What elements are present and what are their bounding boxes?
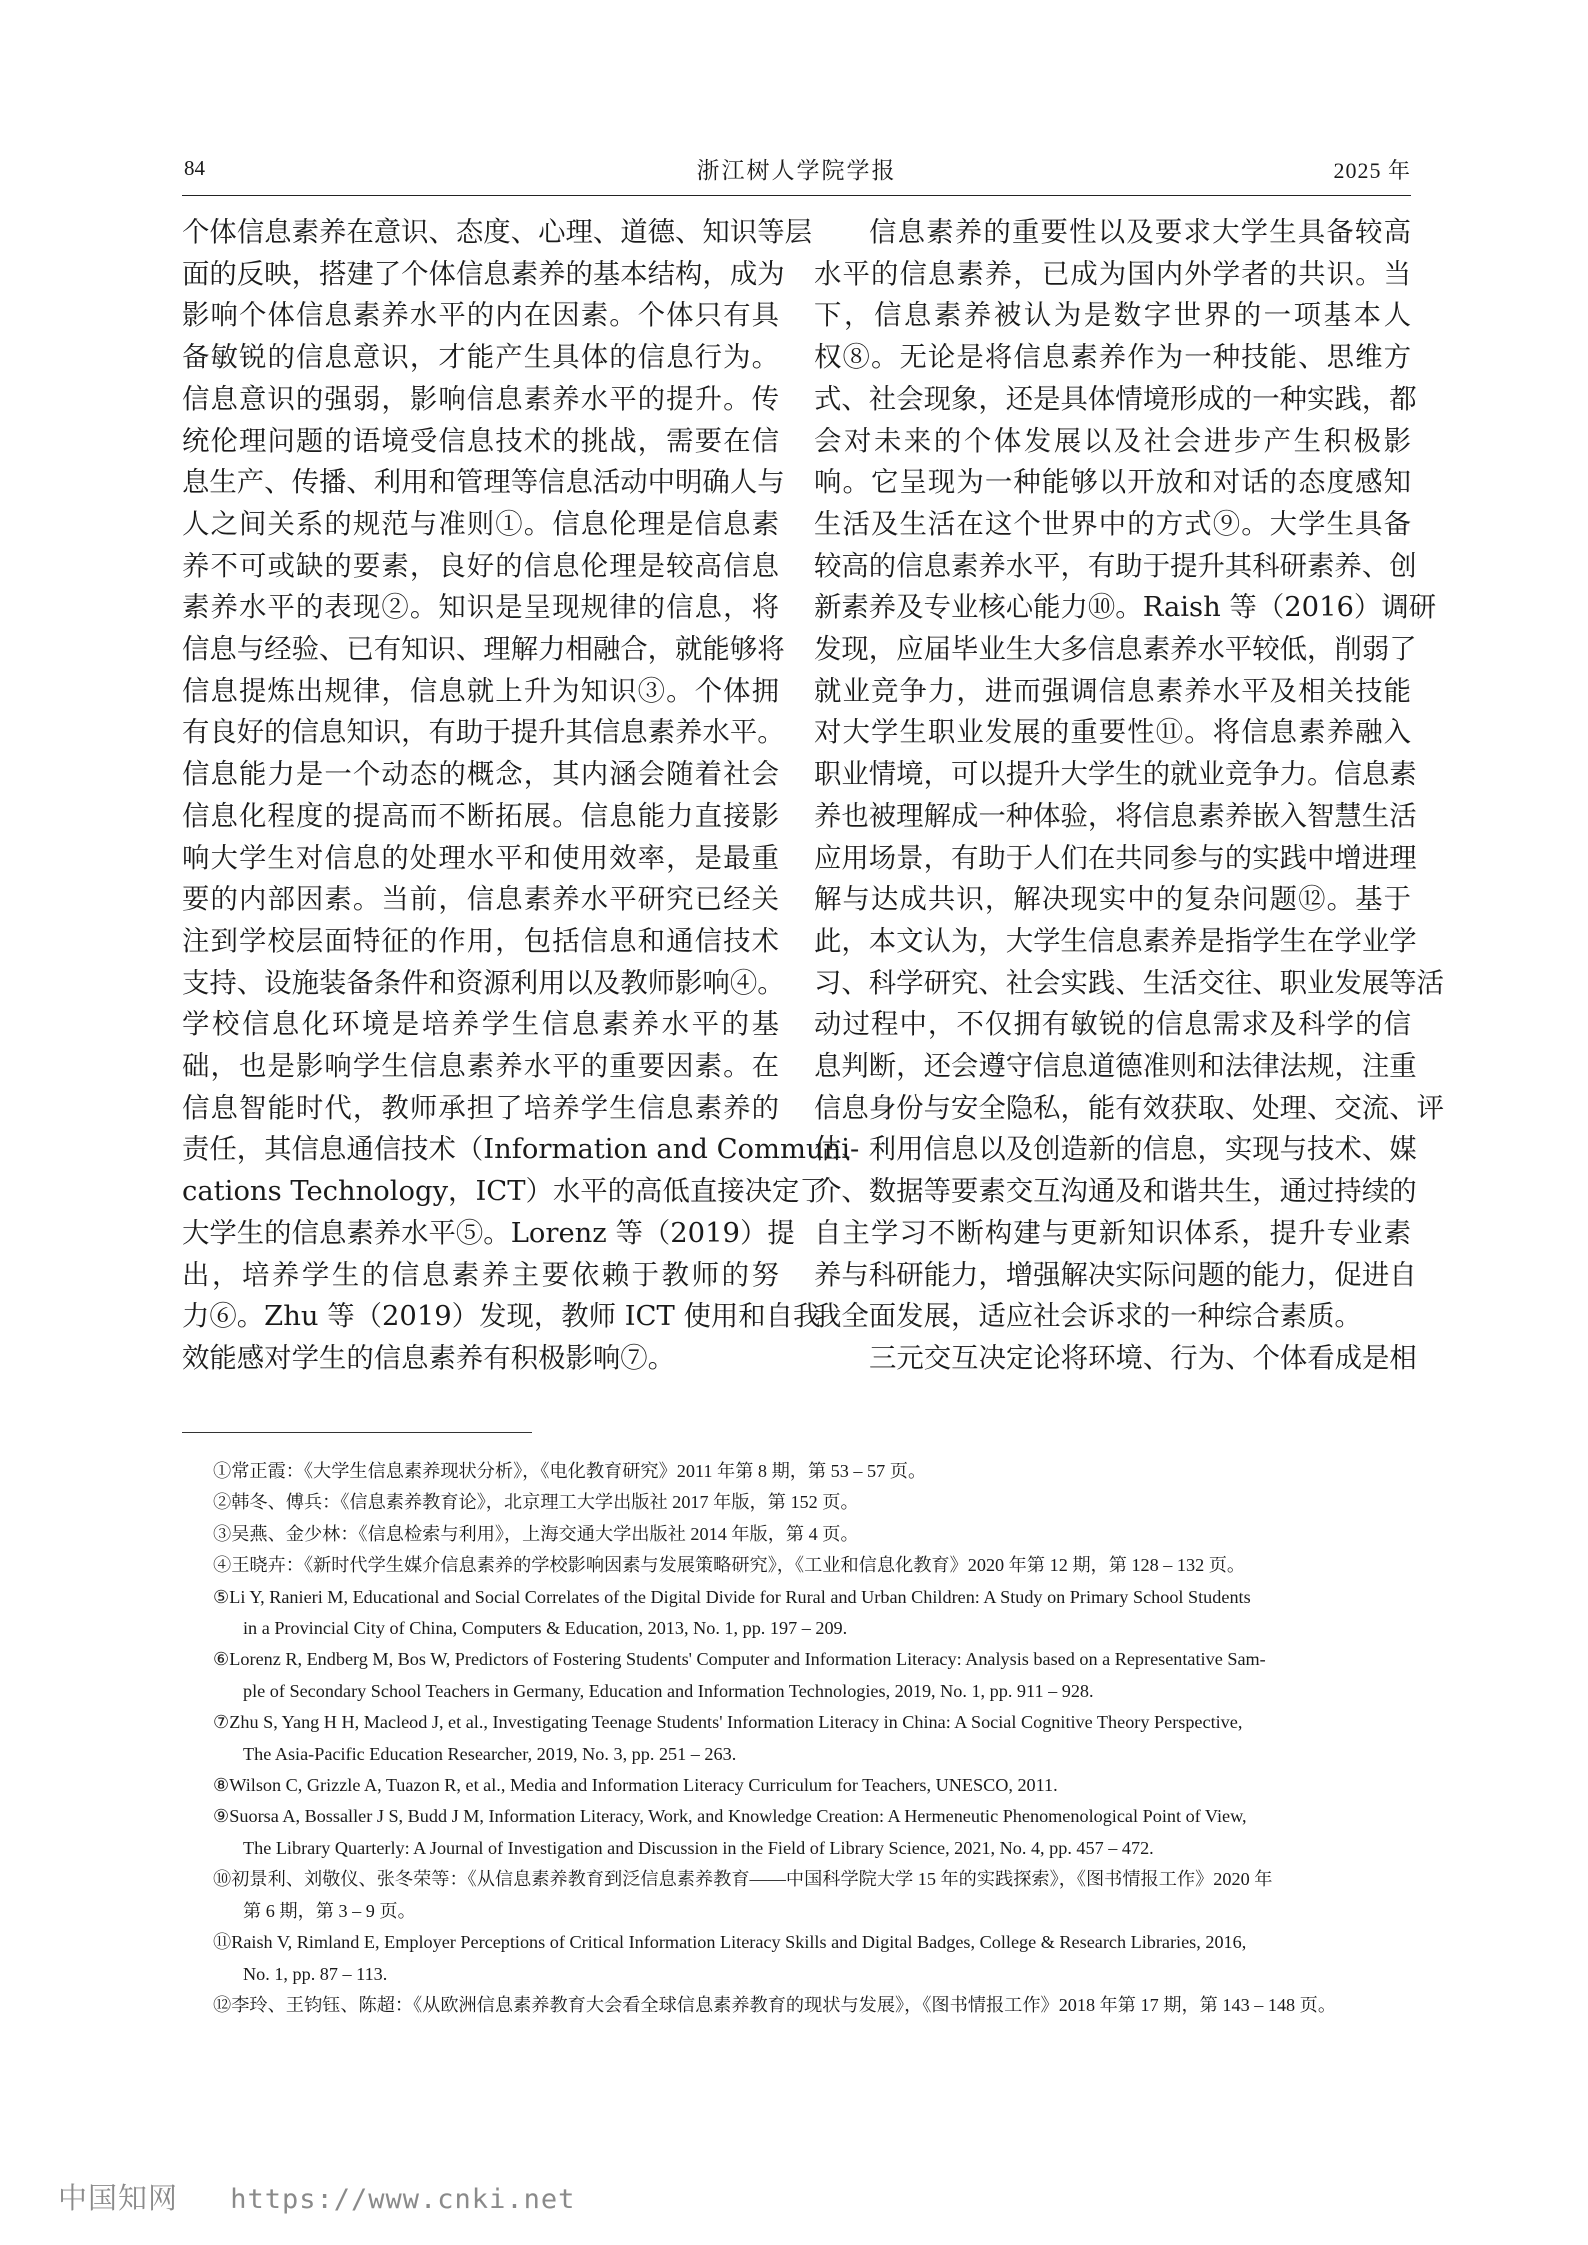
footnote-line: ⑨Suorsa A, Bossaller J S, Budd J M, Information Literacy, Work, and Knowledge Creation: A Hermeneutic Phenomenological Point of View, <box>213 1806 1247 1827</box>
text-line: 介、数据等要素交互沟通及和谐共生，通过持续的 <box>814 1176 1417 1208</box>
text-line: 对大学生职业发展的重要性⑪。将信息素养融入 <box>814 717 1411 749</box>
footnote-line: No. 1, pp. 87 – 113. <box>243 1963 388 1984</box>
footnote-line: The Asia-Pacific Education Researcher, 2019, No. 3, pp. 251 – 263. <box>243 1743 737 1764</box>
footnote <box>213 1456 1411 1487</box>
paragraph-right-2 <box>814 1338 1417 1380</box>
text-line: cations Technology，ICT）水平的高低直接决定了 <box>182 1176 827 1208</box>
text-line: 发现，应届毕业生大多信息素养水平较低，削弱了 <box>814 634 1417 666</box>
watermark-url: https://www.cnki.net <box>230 2184 576 2215</box>
paragraph-left <box>182 212 860 1380</box>
text-line: 应用场景，有助于人们在共同参与的实践中增进理 <box>814 842 1417 874</box>
footnote-line: ③吴燕、金少林：《信息检索与利用》，上海交通大学出版社 2014 年版，第 4 页。 <box>213 1523 859 1544</box>
footnote <box>213 1487 1411 1518</box>
text-line: 响。它呈现为一种能够以开放和对话的态度感知 <box>814 467 1411 499</box>
header-rule <box>182 195 1411 196</box>
footnote <box>213 1927 1411 1990</box>
text-line: 力⑥。Zhu 等（2019）发现，教师 ICT 使用和自我 <box>182 1301 821 1333</box>
footnotes <box>213 1456 1411 2021</box>
text-line: 效能感对学生的信息素养有积极影响⑦。 <box>182 1342 676 1374</box>
text-line: 信息化程度的提高而不断拓展。信息能力直接影 <box>182 800 779 832</box>
watermark-brand: 中国知网 <box>58 2181 179 2215</box>
footnote-line: ⑤Li Y, Ranieri M, Educational and Social Correlates of the Digital Divide for Rural and Urban Children: A Study on Primary School Students <box>213 1586 1251 1607</box>
footnote-line: ⑧Wilson C, Grizzle A, Tuazon R, et al., Media and Information Literacy Curriculum for Teachers, UNESCO, 2011. <box>213 1775 1058 1796</box>
text-line: 信息意识的强弱，影响信息素养水平的提升。传 <box>182 383 779 415</box>
text-line: 有良好的信息知识，有助于提升其信息素养水平。 <box>182 717 785 749</box>
footnote <box>213 1770 1411 1801</box>
text-line: 备敏锐的信息意识，才能产生具体的信息行为。 <box>182 342 779 374</box>
text-line: 生活及生活在这个世界中的方式⑨。大学生具备 <box>814 508 1411 540</box>
text-line: 式、社会现象，还是具体情境形成的一种实践，都 <box>814 383 1417 415</box>
footnote-line: ④王晓卉：《新时代学生媒介信息素养的学校影响因素与发展策略研究》，《工业和信息化教育》2020 年第 12 期，第 128 – 132 页。 <box>213 1555 1246 1576</box>
text-line: 个体信息素养在意识、态度、心理、道德、知识等层 <box>182 217 812 248</box>
footnote-line: in a Provincial City of China, Computers & Education, 2013, No. 1, pp. 197 – 209. <box>243 1618 848 1639</box>
text-line: 信息智能时代，教师承担了培养学生信息素养的 <box>182 1092 779 1124</box>
text-line: 出，培养学生的信息素养主要依赖于教师的努 <box>182 1259 779 1291</box>
footnote-line: The Library Quarterly: A Journal of Investigation and Discussion in the Field of Library Science, 2021, No. 4, pp. 457 – 472. <box>243 1837 1154 1858</box>
text-line: 动过程中，不仅拥有敏锐的信息需求及科学的信 <box>814 1009 1411 1041</box>
footnote <box>213 1644 1411 1707</box>
footnote <box>213 1864 1411 1927</box>
text-line: 信息与经验、已有知识、理解力相融合，就能够将 <box>182 634 785 666</box>
text-line: 础，也是影响学生信息素养水平的重要因素。在 <box>182 1051 779 1083</box>
footnote <box>213 1550 1411 1581</box>
text-line: 权⑧。无论是将信息素养作为一种技能、思维方 <box>814 342 1411 374</box>
journal-title: 浙江树人学院学报 <box>696 158 897 183</box>
text-line: 三元交互决定论将环境、行为、个体看成是相 <box>869 1342 1417 1374</box>
footnote-line: ⑫李玲、王钧钰、陈超：《从欧洲信息素养教育大会看全球信息素养教育的现状与发展》，《图书情报工作》2018 年第 17 期，第 143 – 148 页。 <box>213 1994 1337 2015</box>
text-line: 大学生的信息素养水平⑤。Lorenz 等（2019）提 <box>182 1217 795 1249</box>
text-line: 养与科研能力，增强解决实际问题的能力，促进自 <box>814 1259 1417 1291</box>
text-line: 响大学生对信息的处理水平和使用效率，是最重 <box>182 842 779 874</box>
text-line: 我全面发展，适应社会诉求的一种综合素质。 <box>814 1301 1362 1333</box>
text-line: 信息素养的重要性以及要求大学生具备较高 <box>869 217 1411 248</box>
text-line: 息判断，还会遵守信息道德准则和法律法规，注重 <box>814 1051 1417 1083</box>
text-line: 新素养及专业核心能力⑩。Raish 等（2016）调研 <box>814 592 1437 624</box>
footnote-line: ②韩冬、傅兵：《信息素养教育论》，北京理工大学出版社 2017 年版，第 152 页。 <box>213 1492 859 1513</box>
text-line: 自主学习不断构建与更新知识体系，提升专业素 <box>814 1217 1411 1249</box>
text-line: 素养水平的表现②。知识是呈现规律的信息，将 <box>182 592 779 624</box>
text-line: 养不可或缺的要素，良好的信息伦理是较高信息 <box>182 550 779 582</box>
footnote <box>213 1707 1411 1770</box>
cnki-watermark <box>58 2176 575 2217</box>
text-line: 此，本文认为，大学生信息素养是指学生在学业学 <box>814 925 1417 957</box>
text-line: 信息能力是一个动态的概念，其内涵会随着社会 <box>182 759 779 791</box>
text-line: 人之间关系的规范与准则①。信息伦理是信息素 <box>182 508 779 540</box>
footnote-line: 第 6 期，第 3 – 9 页。 <box>243 1900 416 1921</box>
text-line: 注到学校层面特征的作用，包括信息和通信技术 <box>182 925 779 957</box>
text-line: 息生产、传播、利用和管理等信息活动中明确人与 <box>182 467 785 499</box>
text-line: 较高的信息素养水平，有助于提升其科研素养、创 <box>814 550 1417 582</box>
text-line: 估、利用信息以及创造新的信息，实现与技术、媒 <box>814 1134 1417 1166</box>
footnote-line: ⑦Zhu S, Yang H H, Macleod J, et al., Investigating Teenage Students' Information Literacy in China: A Social Cognitive Theory Perspective, <box>213 1712 1243 1733</box>
footnote <box>213 1519 1411 1550</box>
left-column <box>182 212 860 1380</box>
text-line: 影响个体信息素养水平的内在因素。个体只有具 <box>182 300 779 332</box>
footnote-line: ple of Secondary School Teachers in Germany, Education and Information Technologies, 2019, No. 1, pp. 911 – 928. <box>243 1680 1094 1701</box>
page-number: 84 <box>184 156 205 180</box>
footnote <box>213 1801 1411 1864</box>
footnote-line: ⑩初景利、刘敬仪、张冬荣等：《从信息素养教育到泛信息素养教育——中国科学院大学 15 年的实践探索》，《图书情报工作》2020 年 <box>213 1869 1273 1890</box>
text-line: 统伦理问题的语境受信息技术的挑战，需要在信 <box>182 425 779 457</box>
footnote <box>213 1990 1411 2021</box>
text-line: 解与达成共识，解决现实中的复杂问题⑫。基于 <box>814 884 1411 916</box>
text-line: 职业情境，可以提升大学生的就业竞争力。信息素 <box>814 759 1417 791</box>
running-header <box>182 148 1411 190</box>
text-line: 下，信息素养被认为是数字世界的一项基本人 <box>814 300 1411 332</box>
text-line: 就业竞争力，进而强调信息素养水平及相关技能 <box>814 675 1411 707</box>
text-line: 要的内部因素。当前，信息素养水平研究已经关 <box>182 884 779 916</box>
text-line: 学校信息化环境是培养学生信息素养水平的基 <box>182 1009 779 1041</box>
footnote <box>213 1582 1411 1645</box>
right-column <box>814 212 1444 1380</box>
text-line: 信息提炼出规律，信息就上升为知识③。个体拥 <box>182 675 779 707</box>
footnote-line: ①常正霞：《大学生信息素养现状分析》，《电化教育研究》2011 年第 8 期，第 53 – 57 页。 <box>213 1461 927 1481</box>
publication-year: 2025 年 <box>1333 158 1411 183</box>
footnote-line: ⑪Raish V, Rimland E, Employer Perceptions of Critical Information Literacy Skills and Digital Badges, College & Research Libraries, 2016, <box>213 1932 1247 1953</box>
text-line: 支持、设施装备条件和资源利用以及教师影响④。 <box>182 967 785 999</box>
text-line: 养也被理解成一种体验，将信息素养嵌入智慧生活 <box>814 800 1417 832</box>
text-line: 信息身份与安全隐私，能有效获取、处理、交流、评 <box>814 1092 1444 1124</box>
text-line: 水平的信息素养，已成为国内外学者的共识。当 <box>814 258 1411 290</box>
footnote-line: ⑥Lorenz R, Endberg M, Bos W, Predictors of Fostering Students' Computer and Information Literacy: Analysis based on a Representative Sam- <box>213 1649 1266 1670</box>
text-line: 面的反映，搭建了个体信息素养的基本结构，成为 <box>182 258 785 290</box>
text-line: 习、科学研究、社会实践、生活交往、职业发展等活 <box>814 967 1444 999</box>
text-line: 会对未来的个体发展以及社会进步产生积极影 <box>814 425 1411 457</box>
footnote-rule <box>182 1432 532 1433</box>
paragraph-right-1 <box>814 212 1444 1338</box>
text-line: 责任，其信息通信技术（Information and Communi- <box>182 1134 860 1166</box>
